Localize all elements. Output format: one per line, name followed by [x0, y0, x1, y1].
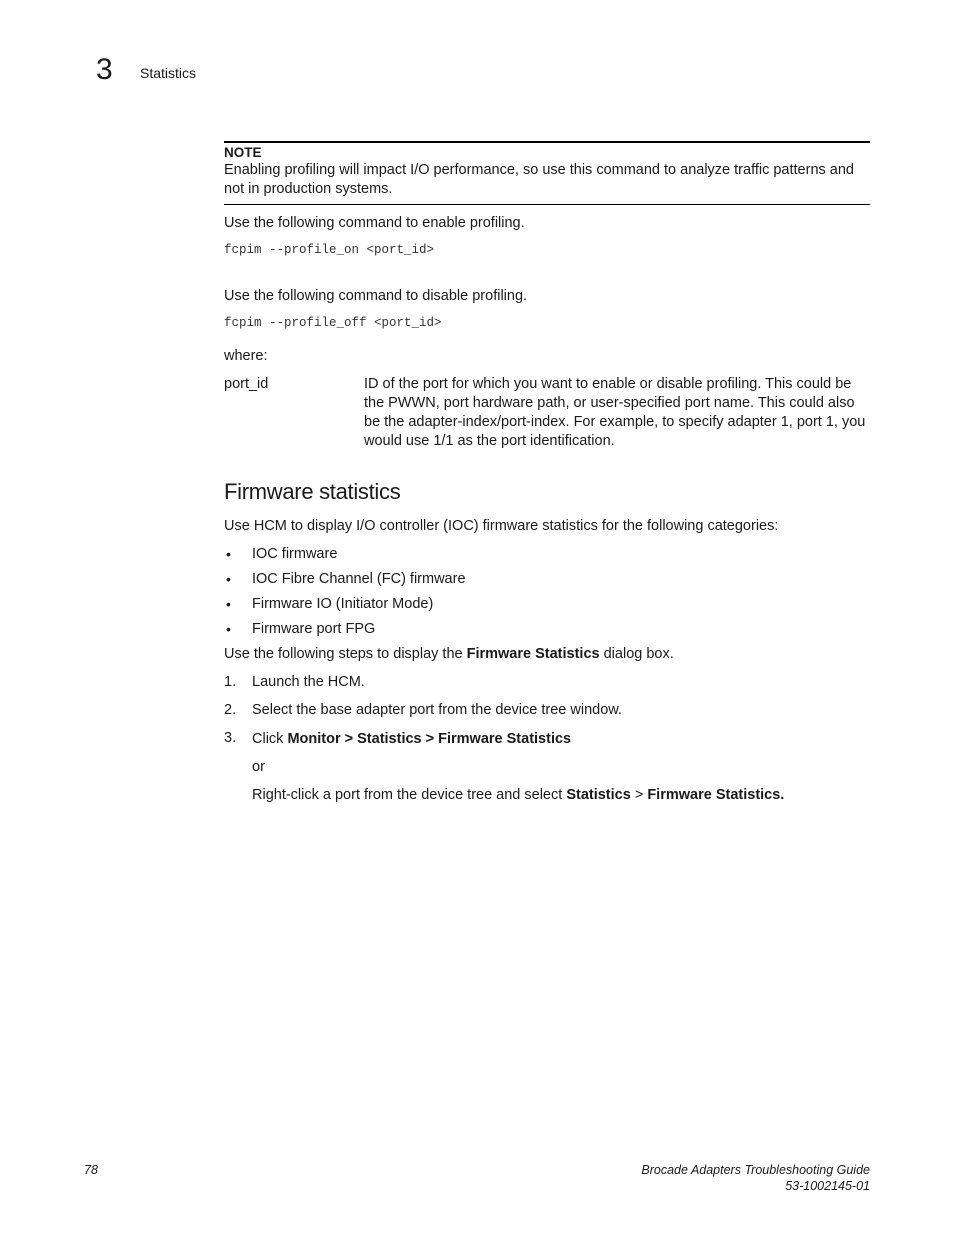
- menu-path: Monitor > Statistics > Firmware Statistics: [287, 731, 572, 747]
- step-text: Launch the HCM.: [252, 674, 365, 690]
- parameter-name: port_id: [224, 376, 269, 392]
- step-alt-text: Right-click a port from the device tree and select: [252, 787, 567, 803]
- steps-intro: [224, 645, 674, 664]
- bullet-icon: •: [226, 621, 231, 637]
- note-bottom-rule: [224, 204, 870, 205]
- note-label: NOTE: [224, 145, 262, 160]
- bullet-icon: •: [226, 596, 231, 612]
- step-or-text: or: [252, 759, 265, 775]
- step-alternative: [252, 786, 784, 805]
- steps-intro-text: Use the following steps to display the: [224, 646, 467, 662]
- step-text-plain: Click: [252, 731, 288, 747]
- enable-profiling-text: Use the following command to enable profiling.: [224, 215, 525, 231]
- step-number: 2.: [224, 702, 237, 718]
- bullet-item: IOC Fibre Channel (FC) firmware: [252, 571, 466, 587]
- bullet-item: IOC firmware: [252, 546, 338, 562]
- menu-separator: >: [630, 787, 648, 803]
- section-intro: Use HCM to display I/O controller (IOC) firmware statistics for the following categories:: [224, 518, 779, 534]
- steps-intro-text-end: dialog box.: [599, 646, 674, 662]
- parameter-description: ID of the port for which you want to enable or disable profiling. This could be the PWWN, port hardware path, or user-specified port name. This could also be the adapter-index/port-index. For example, to specify adapter 1, port 1, you would use 1/1 as the port identification.: [364, 376, 866, 449]
- where-label: where:: [224, 348, 268, 364]
- steps-intro-dialog-name: Firmware Statistics: [466, 646, 600, 662]
- note-text: Enabling profiling will impact I/O performance, so use this command to analyze traffic patterns and not in production systems.: [224, 162, 854, 197]
- disable-profiling-command: fcpim --profile_off <port_id>: [224, 316, 442, 330]
- step-text: Select the base adapter port from the device tree window.: [252, 702, 622, 718]
- menu-firmware-statistics: Firmware Statistics.: [647, 787, 785, 803]
- page-number: 78: [84, 1163, 98, 1177]
- step-text: [252, 730, 571, 749]
- step-number: 3.: [224, 730, 237, 746]
- menu-statistics: Statistics: [566, 787, 631, 803]
- bullet-icon: •: [226, 571, 231, 587]
- bullet-item: Firmware port FPG: [252, 621, 376, 637]
- section-heading: Firmware statistics: [224, 479, 401, 504]
- step-number: 1.: [224, 674, 237, 690]
- note-top-rule: [224, 141, 870, 143]
- disable-profiling-text: Use the following command to disable profiling.: [224, 288, 528, 304]
- guide-title: Brocade Adapters Troubleshooting Guide: [641, 1163, 870, 1177]
- chapter-title: Statistics: [140, 65, 197, 81]
- document-number: 53-1002145-01: [785, 1179, 870, 1193]
- bullet-icon: •: [226, 546, 231, 562]
- enable-profiling-command: fcpim --profile_on <port_id>: [224, 243, 435, 257]
- chapter-number: 3: [96, 53, 113, 86]
- bullet-item: Firmware IO (Initiator Mode): [252, 596, 434, 612]
